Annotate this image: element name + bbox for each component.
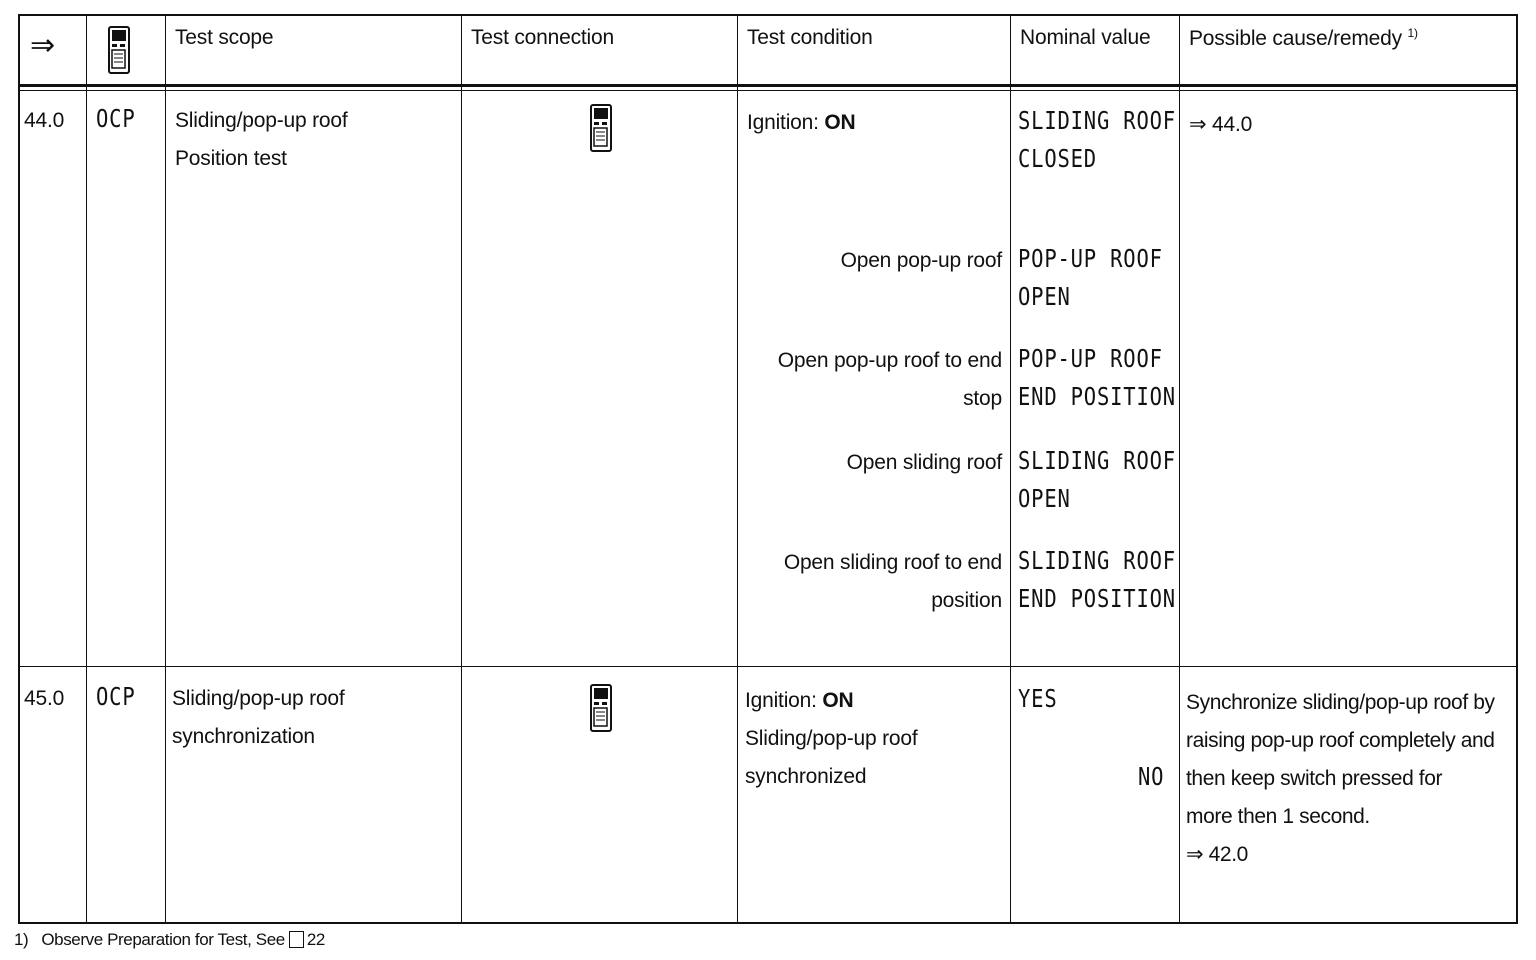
remedy-line: raising pop-up roof completely and — [1186, 729, 1495, 752]
step-condition — [747, 544, 1002, 620]
scope-line: synchronization — [172, 725, 315, 748]
nominal-line: POP-UP ROOF — [1018, 344, 1163, 373]
tester-connection-icon — [590, 684, 612, 737]
condition-line: position — [931, 589, 1002, 612]
remedy-line: then keep switch pressed for — [1186, 767, 1443, 790]
tester-header-icon — [108, 26, 130, 80]
test-scope — [172, 680, 345, 756]
condition-line: Open pop-up roof to end — [777, 349, 1002, 372]
nominal-line: POP-UP ROOF — [1018, 244, 1163, 273]
footnote-ref-number: 22 — [306, 930, 325, 949]
header-test-condition: Test condition — [747, 26, 873, 49]
footnote-ref: 1) — [1407, 26, 1418, 40]
condition-value: ON — [824, 111, 856, 134]
nominal-line: SLIDING ROOF — [1018, 106, 1176, 135]
diagnostic-test-table — [18, 14, 1518, 924]
remedy: ⇒ 44.0 — [1189, 113, 1253, 136]
reference-box-icon — [289, 931, 304, 948]
nominal-line: OPEN — [1018, 282, 1071, 311]
condition-line: Open sliding roof to end — [783, 551, 1002, 574]
header-test-connection: Test connection — [471, 26, 614, 49]
scope-line: Sliding/pop-up roof — [172, 687, 345, 710]
nominal-line: END POSITION — [1018, 382, 1176, 411]
step-nominal — [1018, 240, 1163, 316]
step-nominal — [1018, 442, 1176, 518]
step-nominal — [1018, 340, 1176, 416]
column-divider — [737, 16, 738, 922]
remedy-line: more then 1 second. — [1186, 805, 1370, 828]
remedy — [1186, 684, 1495, 874]
condition-value: ON — [822, 689, 854, 712]
nominal-line: END POSITION — [1018, 584, 1176, 613]
header-divider — [20, 84, 1516, 87]
row-divider — [20, 666, 1516, 667]
remedy-line: Synchronize sliding/pop-up roof by — [1186, 691, 1495, 714]
nominal-no: NO — [1138, 762, 1165, 791]
header-possible-cause — [1189, 26, 1418, 51]
tester-connection-icon — [590, 104, 612, 157]
nominal-yes: YES — [1018, 684, 1058, 713]
row-number: 44.0 — [24, 109, 65, 132]
header-divider-double — [20, 90, 1516, 91]
test-scope — [175, 102, 348, 178]
footnote — [14, 930, 325, 950]
nominal-line: OPEN — [1018, 484, 1071, 513]
condition-label: Ignition: — [745, 689, 817, 712]
condition-line: Sliding/pop-up roof — [745, 727, 918, 750]
step-condition: Open sliding roof — [846, 451, 1002, 474]
condition-line: synchronized — [745, 765, 867, 788]
step-condition — [747, 342, 1002, 418]
scope-line: Position test — [175, 147, 287, 170]
column-divider — [86, 16, 87, 922]
remedy-line: ⇒ 42.0 — [1186, 843, 1248, 866]
condition-label: Ignition: — [747, 111, 819, 134]
system-code: OCP — [96, 682, 136, 711]
test-condition — [747, 104, 856, 142]
nominal-line: SLIDING ROOF — [1018, 546, 1176, 575]
possible-cause-label: Possible cause/remedy — [1189, 27, 1402, 50]
nominal-value — [1018, 102, 1176, 178]
column-divider — [1179, 16, 1180, 922]
column-divider — [461, 16, 462, 922]
scope-line: Sliding/pop-up roof — [175, 109, 348, 132]
header-nominal-value: Nominal value — [1020, 26, 1151, 49]
row-number: 45.0 — [24, 687, 65, 710]
arrow-header: ⇒ — [30, 29, 55, 62]
footnote-text: Observe Preparation for Test, See — [41, 930, 285, 949]
condition-line: stop — [963, 387, 1002, 410]
step-nominal — [1018, 542, 1176, 618]
system-code: OCP — [96, 104, 136, 133]
header-test-scope: Test scope — [175, 26, 274, 49]
nominal-line: CLOSED — [1018, 144, 1097, 173]
column-divider — [1010, 16, 1011, 922]
nominal-line: SLIDING ROOF — [1018, 446, 1176, 475]
column-divider — [165, 16, 166, 922]
footnote-marker: 1) — [14, 930, 29, 949]
step-condition: Open pop-up roof — [840, 249, 1002, 272]
test-condition — [745, 682, 918, 796]
